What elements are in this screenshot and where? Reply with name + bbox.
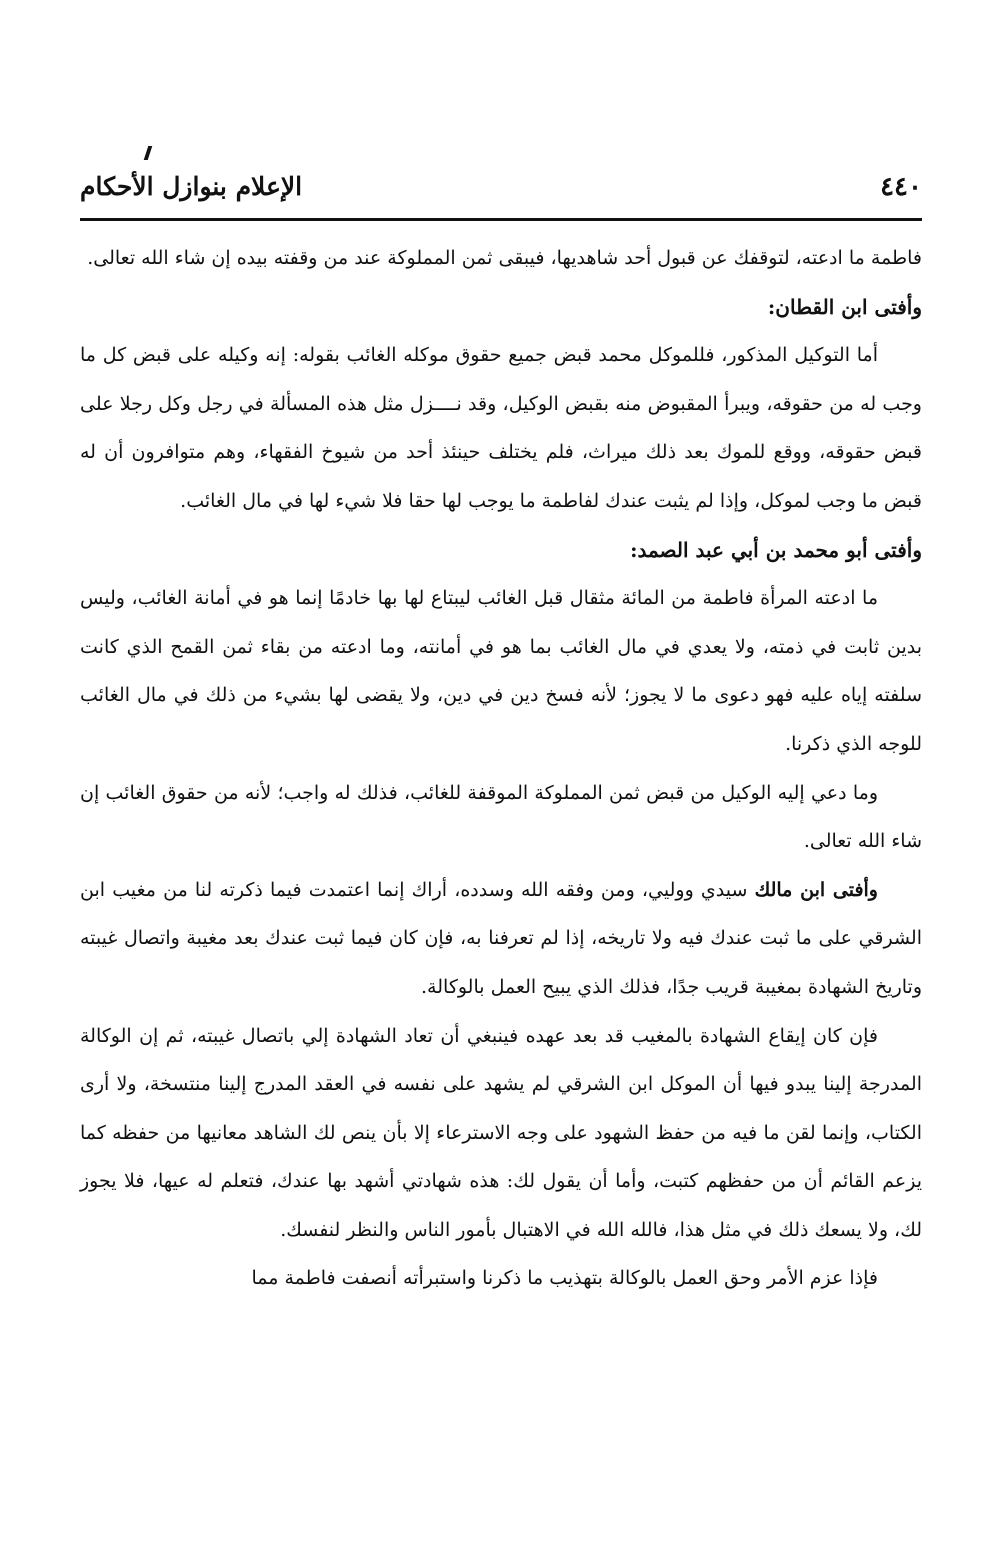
running-title: الإعلام بنوازل الأحكام <box>80 172 303 201</box>
paragraph-6: فإن كان إيقاع الشهادة بالمغيب قد بعد عهده فينبغي أن تعاد الشهادة إلي باتصال غيبته، ثم إن الوكالة المدرجة إلينا يبدو فيها أن الموكل ابن الشرقي لم يشهد على نفسه في العقد المدرج إلينا منتسخة، ولا أرى الكتاب، وإنما لقن ما فيه من حفظ الشهود على وجه الاسترعاء إلا بأن ينص لك الشاهد معانيها من حفظه كما يزعم القائم أن من حفظهم كتبت، وأما أن يقول لك: هذه شهادتي أشهد بها عندك، فتعلم له عيها، فلا يجوز لك، ولا يسعك ذلك في مثل هذا، فالله الله في الاهتبال بأمور الناس والنظر لنفسك. <box>80 1024 922 1241</box>
ibn-malik-name: وأفتى ابن مالك <box>754 878 878 901</box>
paragraph-4: وما دعي إليه الوكيل من قبض ثمن المملوكة الموقفة للغائب، فذلك له واجب؛ لأنه من حقوق الغائب إن شاء الله تعالى. <box>80 781 922 853</box>
ink-mark <box>144 146 153 160</box>
paragraph-5 <box>80 866 922 1012</box>
paragraph-5-text: سيدي ووليي، ومن وفقه الله وسدده، أراك إنما اعتمدت فيما ذكرته لنا من مغيب ابن الشرقي على ما ثبت عندك فيه ولا تاريخه، إذا لم تعرفنا به، فإن كان فيما ثبت عندك بعد مغيبة واتصال غيبته وتاريخ الشهادة بمغيبة قريب جدًا، فذلك الذي يبيح العمل بالوكالة. <box>80 878 922 998</box>
paragraph-2: أما التوكيل المذكور، فللموكل محمد قبض جميع حقوق موكله الغائب بقوله: إنه وكيله على قبض كل ما وجب له من حقوقه، ويبرأ المقبوض منه بقبض الوكيل، وقد نــــزل مثل هذه المسألة في رجل وكل رجلا على قبض حقوقه، ووقع للموك بعد ذلك ميراث، فلم يختلف حينئذ أحد من شيوخ الفقهاء، وهم متوافرون أن له قبض ما وجب لموكل، وإذا لم يثبت عندك لفاطمة ما يوجب لها حقا فلا شيء لها في مال الغائب. <box>80 344 922 512</box>
page-number: ٤٤٠ <box>880 172 922 202</box>
paragraph-7: فإذا عزم الأمر وحق العمل بالوكالة بتهذيب ما ذكرنا واستبرأته أنصفت فاطمة مما <box>251 1267 878 1290</box>
paragraph-3: ما ادعته المرأة فاطمة من المائة مثقال قبل الغائب ليبتاع لها بها خادمًا إنما هو في أمانة الغائب، وليس بدين ثابت في ذمته، ولا يعدي في مال الغائب بما هو في أمانته، وما ادعته من بقاء ثمن القمح الذي كانت سلفته إياه عليه فهو دعوى ما لا يجوز؛ لأنه فسخ دين في دين، ولا يقضى لها بشيء من ذلك في مال الغائب للوجه الذي ذكرنا. <box>80 587 922 755</box>
page-header <box>80 166 922 221</box>
paragraph-1: فاطمة ما ادعته، لتوقفك عن قبول أحد شاهديها، فيبقى ثمن المملوكة عند من وقفته بيده إن شاء الله تعالى. <box>87 247 922 269</box>
heading-abu-muhammad: وأفتى أبو محمد بن أبي عبد الصمد: <box>630 537 922 562</box>
heading-ibn-al-qattan: وأفتى ابن القطان: <box>767 294 922 319</box>
page-body <box>80 234 922 1303</box>
